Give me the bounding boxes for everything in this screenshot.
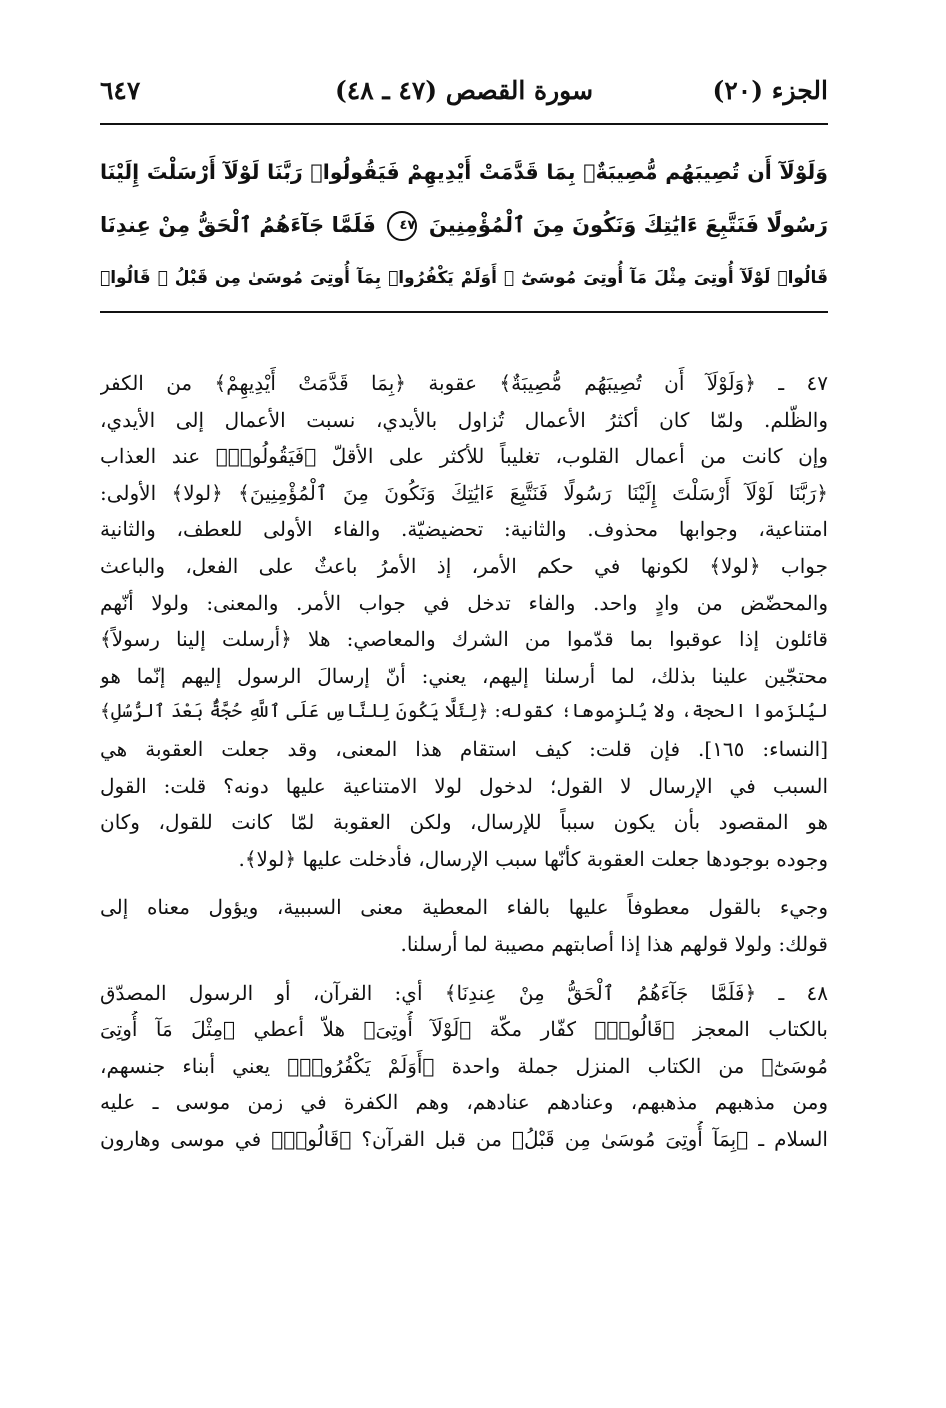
verse-line-2 bbox=[100, 199, 828, 252]
commentary-paragraph-3 bbox=[100, 975, 828, 1158]
text-line: وجيء بالقول معطوفاً عليها بالفاء المعطية معنى السببية، ويؤول معناه إلى bbox=[100, 895, 828, 920]
verse-line-2-start: رَسُولًا فَنَتَّبِعَ ءَايَٰتِكَ وَنَكُونَ مِنَ ٱلْمُؤْمِنِينَ bbox=[428, 213, 828, 237]
verse-number-marker: ٤٧ bbox=[387, 211, 417, 241]
text-line: قائلون إذا عوقبوا بما قدّموا من الشرك والمعاصي: هلا ﴿أرسلت إلينا رسولاً﴾ bbox=[100, 627, 828, 652]
quran-verses bbox=[100, 146, 828, 305]
verse-line-3: قَالُوا۟ لَوْلَآ أُوتِىَ مِثْلَ مَآ أُوتِىَ مُوسَىٰٓ ۚ أَوَلَمْ يَكْفُرُوا۟ بِمَآ أُوتِىَ مُوسَىٰ مِن قَبْلُ ۖ قَالُوا۟ bbox=[100, 268, 828, 288]
text-line: امتناعية، وجوابها محذوف. والثانية: تحضيضيّة. والفاء الأولى للعطف، والثانية bbox=[100, 517, 828, 542]
text-line: ﴿رَبَّنَا لَوْلَآ أَرْسَلْتَ إِلَيْنَا رَسُولًا فَنَتَّبِعَ ءَايَٰتِكَ وَنَكُونَ مِنَ ٱلْمُؤْمِنِينَ﴾ ﴿لولا﴾ الأولى: bbox=[100, 480, 828, 505]
page-number: ٦٤٧ bbox=[100, 76, 141, 105]
text-line: والمحضّض من وادٍ واحد. والفاء تدخل في جواب الأمر. والمعنى: ولولا أنّهم bbox=[100, 590, 828, 615]
text-line: [النساء: ١٦٥]. فإن قلت: كيف استقام هذا المعنى، وقد جعلت العقوبة هي bbox=[100, 736, 828, 761]
header-divider bbox=[100, 123, 828, 125]
verses-divider bbox=[100, 311, 828, 313]
page-header bbox=[100, 74, 828, 114]
text-line: وجوده بوجودها جعلت العقوبة كأنّها سبب الإرسال، فأدخلت عليها ﴿لولا﴾. bbox=[238, 846, 828, 871]
text-line: السلام ـ ﴿بِمَآ أُوتِىَ مُوسَىٰ مِن قَبْلُ﴾ من قبل القرآن؟ ﴿قَالُوا۟﴾ في موسى وهارون bbox=[100, 1126, 828, 1151]
text-line: ومن مذهبهم مذهبهم، وعنادهم عنادهم، وهم الكفرة في زمن موسى ـ عليه bbox=[100, 1090, 828, 1115]
text-line: ٤٧ ـ ﴿وَلَوْلَآ أَن تُصِيبَهُم مُّصِيبَةٌ﴾ عقوبة ﴿بِمَا قَدَّمَتْ أَيْدِيهِمْ﴾ من الكفر bbox=[100, 371, 828, 395]
text-line: بالكتاب المعجز ﴿قَالُوا۟﴾ كفّار مكّة ﴿لَوْلَآ أُوتِىَ﴾ هلاّ أعطي ﴿مِثْلَ مَآ أُوتِىَ bbox=[100, 1017, 828, 1042]
verse-line-2-end: فَلَمَّا جَآءَهُمُ ٱلْحَقُّ مِنْ عِندِنَا bbox=[100, 213, 376, 237]
text-line: قولك: ولولا قولهم هذا إذا أصابتهم مصيبة لما أرسلنا. bbox=[400, 931, 828, 956]
surah-title: سورة القصص (٤٧ ـ ٤٨) bbox=[334, 76, 594, 105]
text-line: السبب في الإرسال لا القول؛ لدخول لولا الامتناعية عليها دونه؟ قلت: القول bbox=[100, 773, 828, 798]
commentary-paragraph-2 bbox=[100, 889, 828, 962]
text-line: محتجّين علينا بذلك، لما أرسلنا إليهم، يعني: أنّ إرسالَ الرسول إليهم إنّما هو bbox=[100, 663, 828, 688]
part-label: الجزء (٢٠) bbox=[712, 76, 828, 105]
text-line: مُوسَىٰٓ﴾ من الكتاب المنزل جملة واحدة ﴿أَوَلَمْ يَكْفُرُوا۟﴾ يعني أبناء جنسهم، bbox=[100, 1053, 828, 1078]
text-line: ليُلزَموا الحجة، ولا يُلزِموها؛ كقوله: ﴿لِئَلَّا يَكُونَ لِلنَّاسِ عَلَى ٱللَّهِ حُجَّةٌۢ بَعْدَ ٱلرُّسُلِ﴾ bbox=[100, 701, 828, 723]
text-line: هو المقصود بأن يكون سبباً للإرسال، ولكن العقوبة لمّا كانت للقول، وكان bbox=[100, 810, 828, 835]
text-line: والظّلم. ولمّا كان أكثرُ الأعمال تُزاول بالأيدي، نسبت الأعمال إلى الأيدي، bbox=[100, 407, 828, 432]
text-line: ٤٨ ـ ﴿فَلَمَّا جَآءَهُمُ ٱلْحَقُّ مِنْ عِندِنَا﴾ أي: القرآن، أو الرسول المصدّق bbox=[100, 980, 828, 1005]
commentary bbox=[100, 365, 828, 1169]
text-line: وإن كانت من أعمال القلوب، تغليباً للأكثر على الأقلّ ﴿فَيَقُولُوا۟﴾ عند العذاب bbox=[100, 444, 828, 469]
commentary-paragraph-1 bbox=[100, 365, 828, 877]
verse-line-1: وَلَوْلَآ أَن تُصِيبَهُم مُّصِيبَةٌۢ بِمَا قَدَّمَتْ أَيْدِيهِمْ فَيَقُولُوا۟ رَبَّنَا لَوْلَآ أَرْسَلْتَ إِلَيْنَا bbox=[100, 160, 828, 184]
text-line: جواب ﴿لولا﴾ لكونها في حكم الأمر، إذ الأمرُ باعثٌ على الفعل، والباعث bbox=[100, 553, 828, 578]
